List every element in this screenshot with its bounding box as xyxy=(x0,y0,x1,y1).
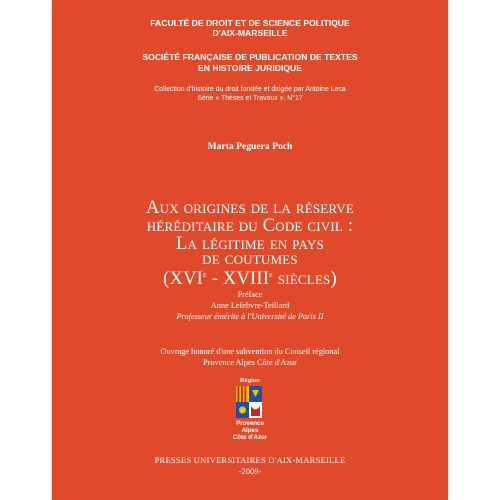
region-name-line-2: Alpes xyxy=(241,427,259,434)
title-text-1: Aux origines de la réserve xyxy=(146,198,354,218)
title-sup-2: e xyxy=(269,269,273,279)
title-text-3: La légitime en pays xyxy=(176,234,324,254)
faculty-line-2: D'AIX-MARSEILLE xyxy=(212,28,288,38)
society-line-2: EN HISTOIRE JURIDIQUE xyxy=(198,63,302,73)
title-sup-1: e xyxy=(203,269,207,279)
title-text-5c: siècles) xyxy=(272,269,337,290)
publication-year: -2009- xyxy=(238,466,262,476)
society-line-1: SOCIÉTÉ FRANÇAISE DE PUBLICATION DE TEXTES xyxy=(142,52,358,62)
title-text-5a: (XVI xyxy=(163,269,203,290)
title-text-5b: - XVIII xyxy=(206,269,270,290)
publisher-name: PRESSES UNIVERSITAIRES D'AIX-MARSEILLE xyxy=(154,455,346,465)
region-name-line-3: Côte d'Azur xyxy=(232,434,268,441)
title-text-4: de coutumes xyxy=(202,249,298,269)
preface-author: Anne Lefebvre-Teillard xyxy=(210,301,290,310)
faculty-line-1: FACULTÉ DE DROIT ET DE SCIENCE POLITIQUE xyxy=(150,18,350,28)
subsidy-line-2: Provence Alpes Côte d'Azur xyxy=(203,358,297,367)
coat-of-arms-svg xyxy=(236,386,262,418)
region-coat-of-arms-icon xyxy=(236,386,262,418)
title-line-2 xyxy=(52,217,448,235)
preface-author-role: Professeur émérite à l'Université de Paris II xyxy=(176,312,324,321)
preface-label: Préface xyxy=(237,290,263,299)
subsidy-line-1: Ouvrage honoré d'une subvention du Conseil régional xyxy=(160,347,340,356)
book-cover xyxy=(52,0,448,500)
title-line-5 xyxy=(52,265,448,288)
collection-line-1: Collection d'histoire du droit fondée et dirigée par Antoine Leca xyxy=(154,86,346,93)
title-text-2: héréditaire du Code civil : xyxy=(146,216,354,236)
author-name: Marta Peguera Poch xyxy=(207,141,293,152)
region-logo-top-word: Région xyxy=(240,378,260,384)
region-name-line-1: Provence xyxy=(236,420,264,427)
title-line-1 xyxy=(52,199,448,217)
collection-line-2: Série « Thèses et Travaux », N°17 xyxy=(197,95,303,102)
